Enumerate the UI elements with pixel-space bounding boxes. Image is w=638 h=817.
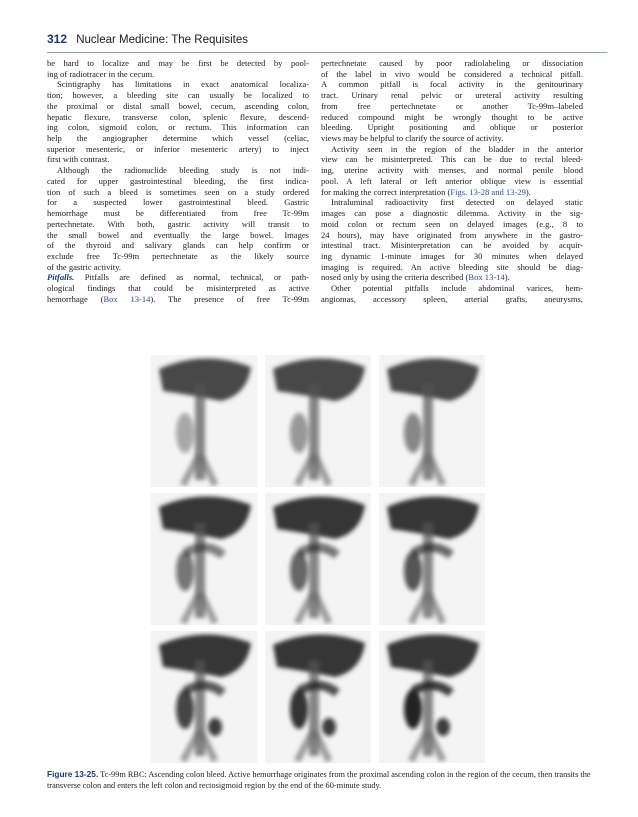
figure-reference-link[interactable]: Figs. 13-28 and 13-29 bbox=[450, 186, 526, 197]
figure-caption-text: Tc-99m RBC: Ascending colon bleed. Active hemorrhage originates from the proximal ascending colon in the region of the cecum, then transits the transverse colon and enters the left colon and rectosigmoid region by the end of the 60-minute study. bbox=[47, 770, 591, 790]
pitfalls-heading: Pitfalls. bbox=[47, 272, 75, 283]
text-line: tion of such a bleed is sometimes seen on a study ordered bbox=[47, 186, 309, 197]
pitfalls-text: Pitfalls are defined as normal, technical, or path- bbox=[84, 272, 309, 283]
text-line: tion; however, a bleeding site can usually be localized to bbox=[47, 90, 309, 101]
figure-caption bbox=[47, 769, 607, 791]
text-line: images can pose a diagnostic dilemma. Activity in the sig- bbox=[321, 208, 583, 219]
text-line: moid colon or rectum seen on delayed images (e.g., 8 to bbox=[321, 218, 583, 229]
text-line: ing dynamic 1-minute images for 30 minutes when delayed bbox=[321, 250, 583, 261]
right-column bbox=[321, 58, 583, 305]
text-line: bleeding. Upright positioning and oblique or posterior bbox=[321, 122, 583, 133]
box-reference-link[interactable]: Box 13-14 bbox=[103, 293, 151, 304]
scan-frame bbox=[379, 631, 485, 763]
text-line: Scintigraphy has limitations in exact anatomical localiza- bbox=[57, 79, 309, 90]
text-span: ). bbox=[525, 186, 531, 197]
text-line: pool. A left lateral or left anterior oblique view is essential bbox=[321, 175, 583, 186]
text-line bbox=[321, 187, 583, 198]
text-line: Other potential pitfalls include abdominal varices, hem- bbox=[331, 283, 583, 294]
text-line: views may be helpful to clarify the source of activity. bbox=[321, 133, 504, 144]
left-column bbox=[47, 58, 309, 305]
text-line: tract. Urinary renal pelvic or ureteral activity resulting bbox=[321, 90, 583, 101]
text-line: for a suspected lower gastrointestinal bleed. Gastric bbox=[47, 197, 309, 208]
page-number: 312 bbox=[47, 32, 68, 46]
header-rule bbox=[47, 52, 607, 53]
text-line: ing colon, sigmoid colon, or rectum. This information can bbox=[47, 122, 309, 133]
text-line: of the thyroid and salivary glands can help confirm or bbox=[47, 240, 309, 251]
text-line: from free pertechnetate or another Tc-99m–labeled bbox=[321, 100, 583, 111]
text-line: first with contrast. bbox=[47, 154, 110, 165]
scan-frame bbox=[265, 493, 371, 625]
text-line: the small bowel and eventually the large bowel. Images bbox=[47, 229, 309, 240]
text-line: 24 hours), may have originated from anywhere in the gastro- bbox=[321, 229, 583, 240]
text-line: pertechnetate. With both, gastric activity will transit to bbox=[47, 218, 309, 229]
text-line: hepatic flexure, transverse colon, splenic flexure, descend- bbox=[47, 111, 309, 122]
text-span: ). bbox=[504, 272, 510, 283]
scan-frame bbox=[379, 355, 485, 487]
text-line: ological findings that could be misinterpreted as active bbox=[47, 283, 309, 294]
text-line: Intraluminal radioactivity first detected on delayed static bbox=[331, 197, 583, 208]
text-line: hemorrhage must be differentiated from free Tc-99m bbox=[47, 208, 309, 219]
text-line: be hard to localize and may be first be detected by pool- bbox=[47, 58, 309, 68]
scan-frame bbox=[265, 355, 371, 487]
text-line: help the angiographer determine which vessel (celiac, bbox=[47, 133, 309, 144]
box-reference-link[interactable]: Box 13-14 bbox=[468, 272, 505, 283]
pitfalls-line bbox=[47, 272, 309, 283]
text-line: of the gastric activity. bbox=[47, 261, 121, 272]
scan-frame bbox=[379, 493, 485, 625]
text-span: nosed only by using the criteria described ( bbox=[321, 272, 469, 283]
text-line: view can be misinterpreted. This can be due to rectal bleed- bbox=[321, 154, 583, 165]
text-line: Activity seen in the region of the bladder in the anterior bbox=[331, 143, 583, 154]
text-line: exclude free Tc-99m pertechnetate as the likely source bbox=[47, 250, 309, 261]
pitfalls-line bbox=[47, 294, 309, 305]
text-line: angiomas, accessory spleen, arterial grafts, aneurysms, bbox=[321, 293, 583, 304]
text-line bbox=[321, 272, 583, 283]
text-line: intestinal tract. Misinterpretation can be avoided by acquir- bbox=[321, 240, 583, 251]
text-line: pertechnetate caused by poor radiolabeling or dissociation bbox=[321, 58, 583, 68]
text-line: the proximal or distal small bowel, cecum, ascending colon, bbox=[47, 100, 309, 111]
scan-frame bbox=[151, 355, 257, 487]
scintigraphy-figure bbox=[151, 355, 486, 765]
text-line: of the label in vivo would be considered a technical pitfall. bbox=[321, 68, 583, 79]
text-line: imaging is required. An active bleeding site should be diag- bbox=[321, 261, 583, 272]
figure-label: Figure 13-25. bbox=[47, 769, 99, 779]
text-line: reduced compound might be wrongly thought to be active bbox=[321, 111, 583, 122]
scan-frame bbox=[265, 631, 371, 763]
text-line: ing of radiotracer in the cecum. bbox=[47, 68, 155, 79]
text-line: Although the radionuclide bleeding study is not indi- bbox=[57, 165, 309, 176]
scan-frame bbox=[151, 631, 257, 763]
running-title: Nuclear Medicine: The Requisites bbox=[76, 34, 248, 46]
text-span: hemorrhage ( bbox=[47, 293, 104, 304]
text-span: ). The presence of free Tc-99m bbox=[150, 293, 309, 304]
running-header bbox=[47, 32, 607, 50]
text-span: for making the correct interpretation ( bbox=[321, 186, 451, 197]
scan-frame bbox=[151, 493, 257, 625]
text-line: cated for upper gastrointestinal bleeding, the first indica- bbox=[47, 175, 309, 186]
text-line: ing, uterine activity with menses, and normal penile blood bbox=[321, 165, 583, 176]
text-line: A common pitfall is focal activity in the genitourinary bbox=[321, 79, 583, 90]
text-line: superior mesenteric, or inferior mesenteric artery) to inject bbox=[47, 143, 309, 154]
